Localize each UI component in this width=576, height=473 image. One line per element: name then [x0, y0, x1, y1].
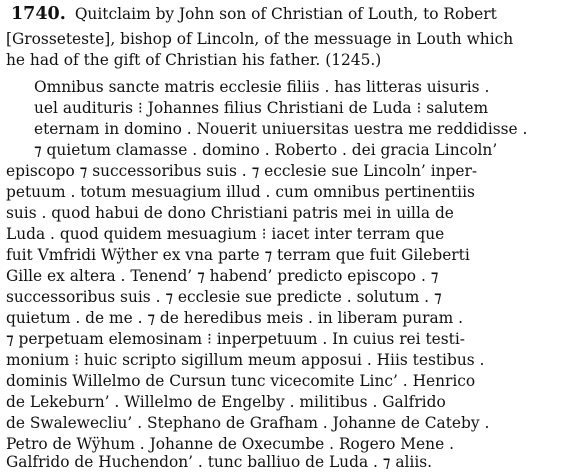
charter-text-line: petuum . totum mesuagium illud . cum omnibus pertinentiis — [6, 183, 475, 201]
charter-text-line: de Swalewecliu’ . Stephano de Grafham . Johanne de Cateby . — [6, 414, 490, 432]
charter-text-line: dominis Willelmo de Cursun tunc vicecomite Linc’ . Henrico — [6, 372, 476, 390]
charter-text-line: suis . quod habui de dono Christiani patris mei in uilla de — [6, 204, 454, 222]
charter-text-line: Galfrido de Huchendon’ . tunc balliuo de Luda . ⁊ aliis. — [6, 453, 433, 471]
charter-text-line: uel audituris ⁝ Johannes filius Christiani de Luda ⁝ salutem — [34, 99, 489, 117]
charter-text-line: de Lekeburn’ . Willelmo de Engelby . militibus . Galfrido — [6, 393, 446, 411]
charter-heading-line-3: he had of the gift of Christian his father. (1245.) — [6, 51, 382, 69]
charter-text-line: fuit Vmfridi Wÿther ex vna parte ⁊ terram que fuit Gileberti — [6, 246, 470, 264]
charter-text-line: eternam in domino . Nouerit uniuersitas uestra me reddidisse . — [34, 120, 528, 138]
charter-text-line: Gille ex altera . Tenend’ ⁊ habend’ predicto episcopo . ⁊ — [6, 267, 439, 285]
charter-heading-line-1 — [11, 4, 497, 25]
charter-heading-line-2: [Grosseteste], bishop of Lincoln, of the messuage in Louth which — [6, 30, 514, 48]
charter-text-line: successoribus suis . ⁊ ecclesie sue predicte . solutum . ⁊ — [6, 288, 442, 306]
charter-number: 1740. — [11, 4, 66, 24]
charter-text-line: ⁊ perpetuam elemosinam ⁝ inperpetuum . In cuius rei testi- — [6, 330, 465, 348]
charter-text-line: quietum . de me . ⁊ de heredibus meis . in liberam puram . — [6, 309, 464, 327]
charter-text-line: Luda . quod quidem mesuagium ⁝ iacet inter terram que — [6, 225, 445, 243]
charter-text-line: Petro de Wÿhum . Johanne de Oxecumbe . Rogero Mene . — [6, 435, 454, 453]
charter-text-line: monium ⁝ huic scripto sigillum meum apposui . Hiis testibus . — [6, 351, 485, 369]
charter-text-line: Omnibus sancte matris ecclesie filiis . has litteras uisuris . — [34, 78, 490, 96]
charter-text-line: episcopo ⁊ successoribus suis . ⁊ ecclesie sue Lincoln’ inper- — [6, 162, 478, 180]
charter-heading-text: Quitclaim by John son of Christian of Louth, to Robert — [74, 5, 497, 23]
charter-text-line: ⁊ quietum clamasse . domino . Roberto . dei gracia Lincoln’ — [34, 141, 498, 159]
